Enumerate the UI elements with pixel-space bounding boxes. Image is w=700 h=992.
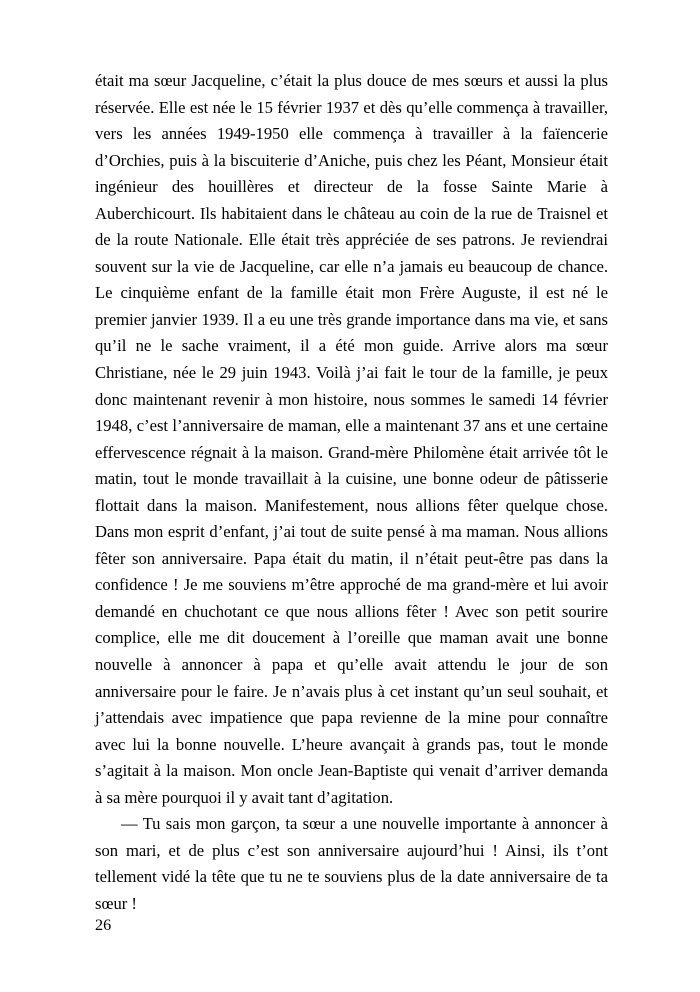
body-text-block <box>95 68 608 918</box>
paragraph-2: — Tu sais mon garçon, ta sœur a une nouvelle importante à annoncer à son mari, et de plus c’est son anniversaire aujourd’hui ! Ainsi, ils t’ont tellement vidé la tête que tu ne te souviens plus de la date anniversaire de ta sœur ! <box>95 814 608 913</box>
paragraph-1: était ma sœur Jacqueline, c’était la plus douce de mes sœurs et aussi la plus réservée. Elle est née le 15 février 1937 et dès qu’elle commença à travailler, vers les années 1949-1950 elle commença à travailler à la faïencerie d’Orchies, puis à la biscuiterie d’Aniche, puis chez les Péant, Monsieur était ingénieur des houillères et directeur de la fosse Sainte Marie à Auberchicourt. Ils habitaient dans le château au coin de la rue de Traisnel et de la route Nationale. Elle était très appréciée de ses patrons. Je reviendrai souvent sur la vie de Jacqueline, car elle n’a jamais eu beaucoup de chance. Le cinquième enfant de la famille était mon Frère Auguste, il est né le premier janvier 1939. Il a eu une très grande importance dans ma vie, et sans qu’il ne le sache vraiment, il a été mon guide. Arrive alors ma sœur Christiane, née le 29 juin 1943. Voilà j’ai fait le tour de la famille, je peux donc maintenant revenir à mon histoire, nous sommes le samedi 14 février 1948, c’est l’anniversaire de maman, elle a maintenant 37 ans et une certaine effervescence régnait à la maison. Grand-mère Philomène était arrivée tôt le matin, tout le monde travaillait à la cuisine, une bonne odeur de pâtisserie flottait dans la maison. Manifestement, nous allions fêter quelque chose. Dans mon esprit d’enfant, j’ai tout de suite pensé à ma maman. Nous allions fêter son anniversaire. Papa était du matin, il n’était peut-être pas dans la confidence ! Je me souviens m’être approché de ma grand-mère et lui avoir demandé en chuchotant ce que nous allions fêter ! Avec son petit sourire complice, elle me dit doucement à l’oreille que maman avait une bonne nouvelle à annoncer à papa et qu’elle avait attendu le jour de son anniversaire pour le faire. Je n’avais plus à cet instant qu’un seul souhait, et j’attendais avec impatience que papa revienne de la mine pour connaître avec lui la bonne nouvelle. L’heure avançait à grands pas, tout le monde s’agitait à la maison. Mon oncle Jean-Baptiste qui venait d’arriver demanda à sa mère pourquoi il y avait tant d’agitation. <box>95 71 608 807</box>
page-number: 26 <box>95 916 112 934</box>
